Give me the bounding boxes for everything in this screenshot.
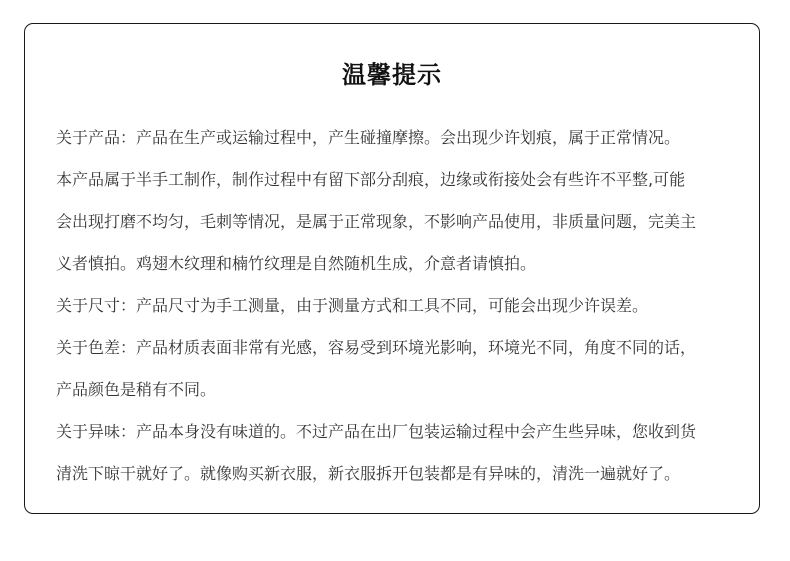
notice-line-size: 关于尺寸：产品尺寸为手工测量，由于测量方式和工具不同，可能会出现少许误差。: [56, 296, 649, 315]
notice-title: 温馨提示: [342, 61, 442, 89]
notice-line-product: 关于产品：产品在生产或运输过程中，产生碰撞摩擦。会出现少许划痕，属于正常情况。: [56, 128, 681, 147]
notice-card: [24, 23, 760, 514]
notice-line-odor-2: 清洗下晾干就好了。就像购买新衣服，新衣服拆开包装都是有异味的，清洗一遍就好了。: [56, 464, 681, 483]
notice-line-handmade-1: 本产品属于半手工制作，制作过程中有留下部分刮痕，边缘或衔接处会有些许不平整,可能: [56, 170, 686, 189]
notice-line-odor-1: 关于异味：产品本身没有味道的。不过产品在出厂包装运输过程中会产生些异味，您收到货: [56, 422, 697, 441]
notice-line-color-2: 产品颜色是稍有不同。: [56, 380, 217, 399]
notice-body: [56, 117, 746, 495]
notice-line-handmade-2: 会出现打磨不均匀，毛刺等情况，是属于正常现象，不影响产品使用，非质量问题，完美主: [56, 212, 697, 231]
notice-line-handmade-3: 义者慎拍。鸡翅木纹理和楠竹纹理是自然随机生成，介意者请慎拍。: [56, 254, 537, 273]
notice-line-color-1: 关于色差：产品材质表面非常有光感，容易受到环境光影响，环境光不同，角度不同的话，: [56, 338, 697, 357]
